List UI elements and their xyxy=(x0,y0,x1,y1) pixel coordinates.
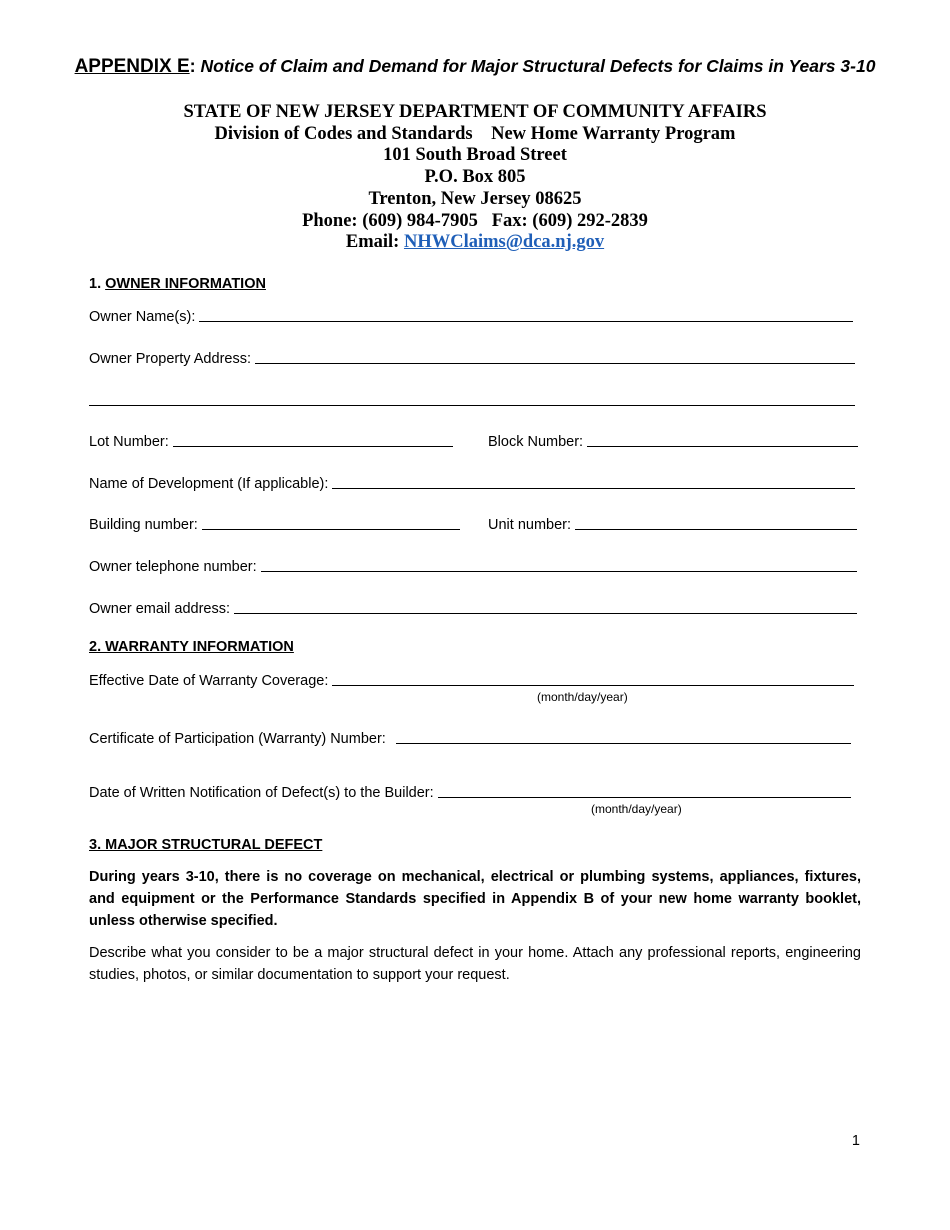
phone-label: Phone: xyxy=(302,210,358,231)
effective-date-input-line[interactable] xyxy=(332,685,854,686)
owner-email-input-line[interactable] xyxy=(234,613,857,614)
owner-names-input-line[interactable] xyxy=(199,321,853,322)
po-box: P.O. Box 805 xyxy=(424,167,526,188)
block-number-input-line[interactable] xyxy=(587,446,858,447)
street-address: 101 South Broad Street xyxy=(383,145,567,166)
effective-date-format-hint: (month/day/year) xyxy=(537,690,628,704)
program-name: New Home Warranty Program xyxy=(491,123,736,144)
lot-number-field xyxy=(89,430,453,450)
property-address-field xyxy=(89,347,855,367)
section-title: 2. WARRANTY INFORMATION xyxy=(89,639,294,655)
certificate-number-label: Certificate of Participation (Warranty) Number: xyxy=(89,731,386,747)
property-address-continuation-line[interactable] xyxy=(89,405,855,406)
division-line xyxy=(0,124,950,146)
owner-telephone-label: Owner telephone number: xyxy=(89,559,257,575)
contact-phone-fax xyxy=(0,211,950,233)
lot-number-label: Lot Number: xyxy=(89,434,169,450)
property-address-input-line[interactable] xyxy=(255,363,855,364)
owner-names-label: Owner Name(s): xyxy=(89,309,196,325)
development-name-field xyxy=(89,472,855,492)
owner-telephone-input-line[interactable] xyxy=(261,571,857,572)
effective-date-field xyxy=(89,669,854,689)
owner-email-field xyxy=(89,597,857,617)
builder-notification-date-input-line[interactable] xyxy=(438,797,851,798)
defect-description-instructions: Describe what you consider to be a major structural defect in your home. Attach any professional reports, engineering studies, photos, or similar documentation to support your request. xyxy=(89,945,861,983)
contact-email xyxy=(0,232,950,254)
certificate-number-input-line[interactable] xyxy=(396,743,851,744)
fax-label: Fax: xyxy=(491,210,528,231)
unit-number-field xyxy=(488,513,857,533)
owner-telephone-field xyxy=(89,555,857,575)
owner-email-label: Owner email address: xyxy=(89,601,231,617)
building-number-label: Building number: xyxy=(89,517,198,533)
builder-notification-date-label: Date of Written Notification of Defect(s) to the Builder: xyxy=(89,785,434,801)
building-number-field xyxy=(89,513,460,533)
city-state-zip: Trenton, New Jersey 08625 xyxy=(368,188,582,209)
section-major-structural-defect-heading xyxy=(89,837,322,853)
development-name-input-line[interactable] xyxy=(332,488,855,489)
section-title: 3. MAJOR STRUCTURAL DEFECT xyxy=(89,837,323,853)
building-number-input-line[interactable] xyxy=(202,529,460,530)
effective-date-label: Effective Date of Warranty Coverage: xyxy=(89,673,329,689)
section-warranty-information-heading xyxy=(89,639,294,655)
unit-number-input-line[interactable] xyxy=(575,529,857,530)
phone-number: (609) 984-7905 xyxy=(362,210,478,231)
appendix-colon: : xyxy=(189,56,196,76)
block-number-field xyxy=(488,430,858,450)
property-address-label: Owner Property Address: xyxy=(89,351,251,367)
block-number-label: Block Number: xyxy=(488,434,584,450)
unit-number-label: Unit number: xyxy=(488,517,572,533)
development-name-label: Name of Development (If applicable): xyxy=(89,476,329,492)
coverage-exclusion-notice: During years 3-10, there is no coverage on mechanical, electrical or plumbing systems, appliances, fixtures, and equipment or the Performance Standards specified in Appendix B of your new home warranty booklet, unless otherwise specified. xyxy=(89,869,861,929)
section-number: 1. xyxy=(89,276,102,292)
fax-number: (609) 292-2839 xyxy=(532,210,648,231)
email-label: Email: xyxy=(345,232,400,253)
appendix-label: APPENDIX E xyxy=(74,56,190,77)
division-name: Division of Codes and Standards xyxy=(214,123,473,144)
section-owner-information-heading xyxy=(89,276,266,292)
certificate-number-field xyxy=(89,727,851,747)
builder-notification-date-field xyxy=(89,781,851,801)
agency-header xyxy=(0,102,950,254)
agency-name: STATE OF NEW JERSEY DEPARTMENT OF COMMUNITY AFFAIRS xyxy=(183,102,767,122)
page-number: 1 xyxy=(851,1133,860,1149)
builder-notification-date-format-hint: (month/day/year) xyxy=(591,802,682,816)
appendix-subtitle: Notice of Claim and Demand for Major Structural Defects for Claims in Years 3-10 xyxy=(195,56,876,76)
email-link[interactable]: NHWClaims@dca.nj.gov xyxy=(403,232,605,253)
lot-number-input-line[interactable] xyxy=(173,446,453,447)
appendix-title xyxy=(0,56,950,78)
section-title: OWNER INFORMATION xyxy=(105,276,266,292)
owner-names-field xyxy=(89,305,853,325)
